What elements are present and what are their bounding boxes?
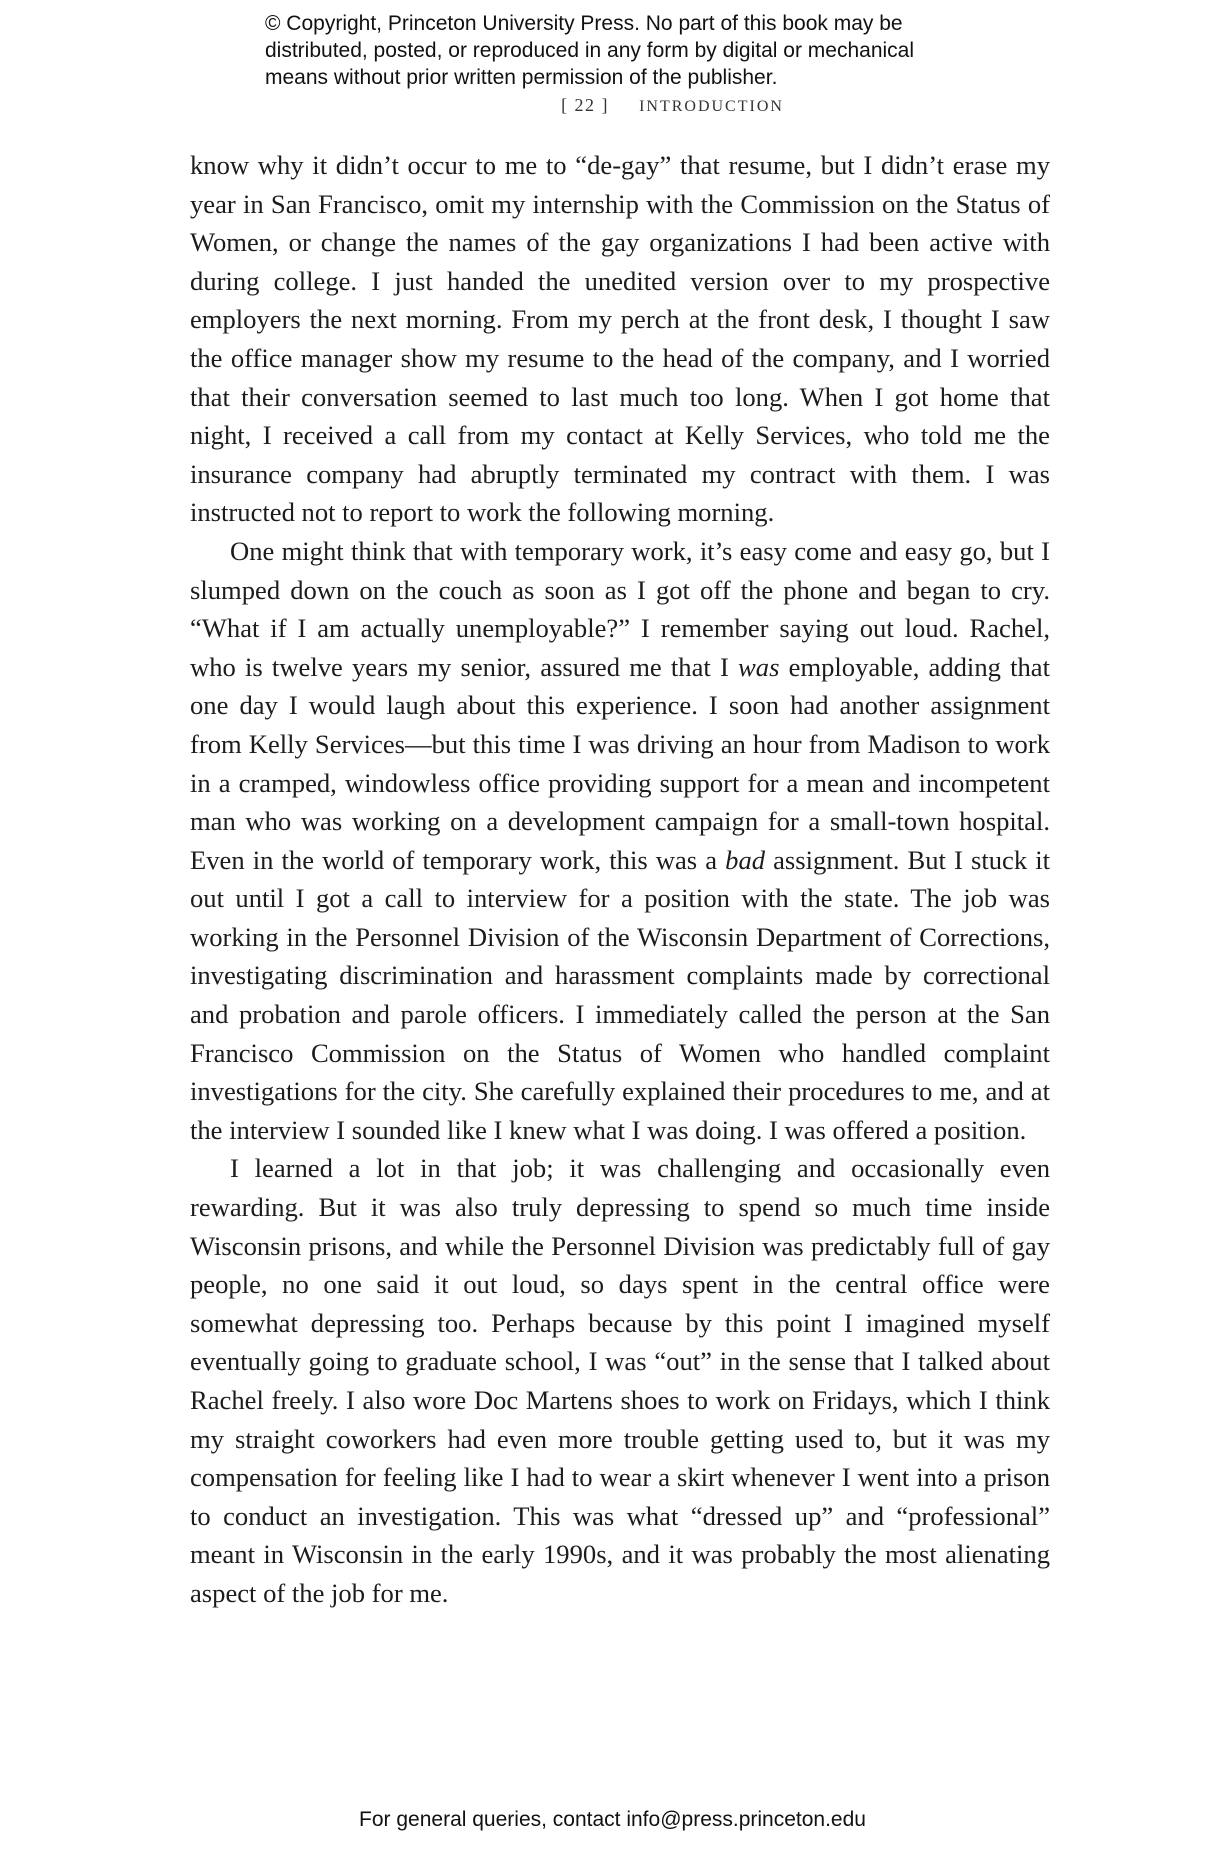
copyright-line-1: © Copyright, Princeton University Press. No part of this book may be	[265, 12, 903, 35]
footer-contact: For general queries, contact info@press.princeton.edu	[359, 1808, 866, 1831]
copyright-line-2: distributed, posted, or reproduced in any form by digital or mechanical	[265, 39, 915, 62]
paragraph-3: I learned a lot in that job; it was challenging and occasionally even rewarding. But it was also truly depressing to spend so much time inside Wisconsin prisons, and while the Personnel Division was predictably full of gay people, no one said it out loud, so days spent in the central office were somewhat depressing too. Perhaps because by this point I imagined myself eventually going to graduate school, I was “out” in the sense that I talked about Rachel freely. I also wore Doc Martens shoes to work on Fridays, which I think my straight coworkers had even more trouble getting used to, but it was my compensation for feeling like I had to wear a skirt whenever I went into a prison to conduct an investigation. This was what “dressed up” and “professional” meant in Wisconsin in the early 1990s, and it was probably the most alienating aspect of the job for me.	[190, 1153, 1050, 1608]
body-text	[190, 146, 1050, 1613]
paragraph-1: know why it didn’t occur to me to “de-gay” that resume, but I didn’t erase my year in San Francisco, omit my internship with the Commission on the Status of Women, or change the names of the gay organizations I had been active with during college. I just handed the unedited version over to my prospective employers the next morning. From my perch at the front desk, I thought I saw the office manager show my resume to the head of the company, and I worried that their conversation seemed to last much too long. When I got home that night, I received a call from my contact at Kelly Services, who told me the insurance company had abruptly terminated my contract with them. I was instructed not to report to work the following morning.	[190, 150, 1050, 528]
running-head	[0, 95, 1225, 116]
paragraph-2-part-a: One might think that with temporary work, it’s easy come and easy go, but I slumped down on the couch as soon as I got off the phone and began to cry. “What if I am actually unemployable?” I remember saying out loud. Rachel, who is twelve years my senior, assured me that I	[190, 535, 1050, 682]
paragraph-2	[190, 532, 1050, 1150]
section-title: INTRODUCTION	[639, 98, 784, 115]
paragraph-2-emphasis-bad: bad	[725, 844, 766, 875]
paragraph-2-part-b: employable, adding that one day I would laugh about this experience. I soon had another assignment from Kelly Services—but this time I was driving an hour from Madison to work in a cramped, windowless office providing support for a mean and incompetent man who was working on a development campaign for a small-town hospital. Even in the world of temporary work, this was a	[190, 651, 1050, 875]
copyright-notice	[265, 10, 1025, 91]
copyright-line-3: means without prior written permission of the publisher.	[265, 66, 778, 89]
paragraph-2-emphasis-was: was	[738, 651, 780, 682]
page-number: [ 22 ]	[561, 95, 610, 115]
paragraph-2-part-c: assignment. But I stuck it out until I got a call to interview for a position with the state. The job was working in the Personnel Division of the Wisconsin Department of Corrections, investigating discrimination and harassment complaints made by correctional and probation and parole officers. I immediately called the person at the San Francisco Commission on the Status of Women who handled complaint investigations for the city. She carefully explained their procedures to me, and at the interview I sounded like I knew what I was doing. I was offered a position.	[190, 844, 1051, 1145]
